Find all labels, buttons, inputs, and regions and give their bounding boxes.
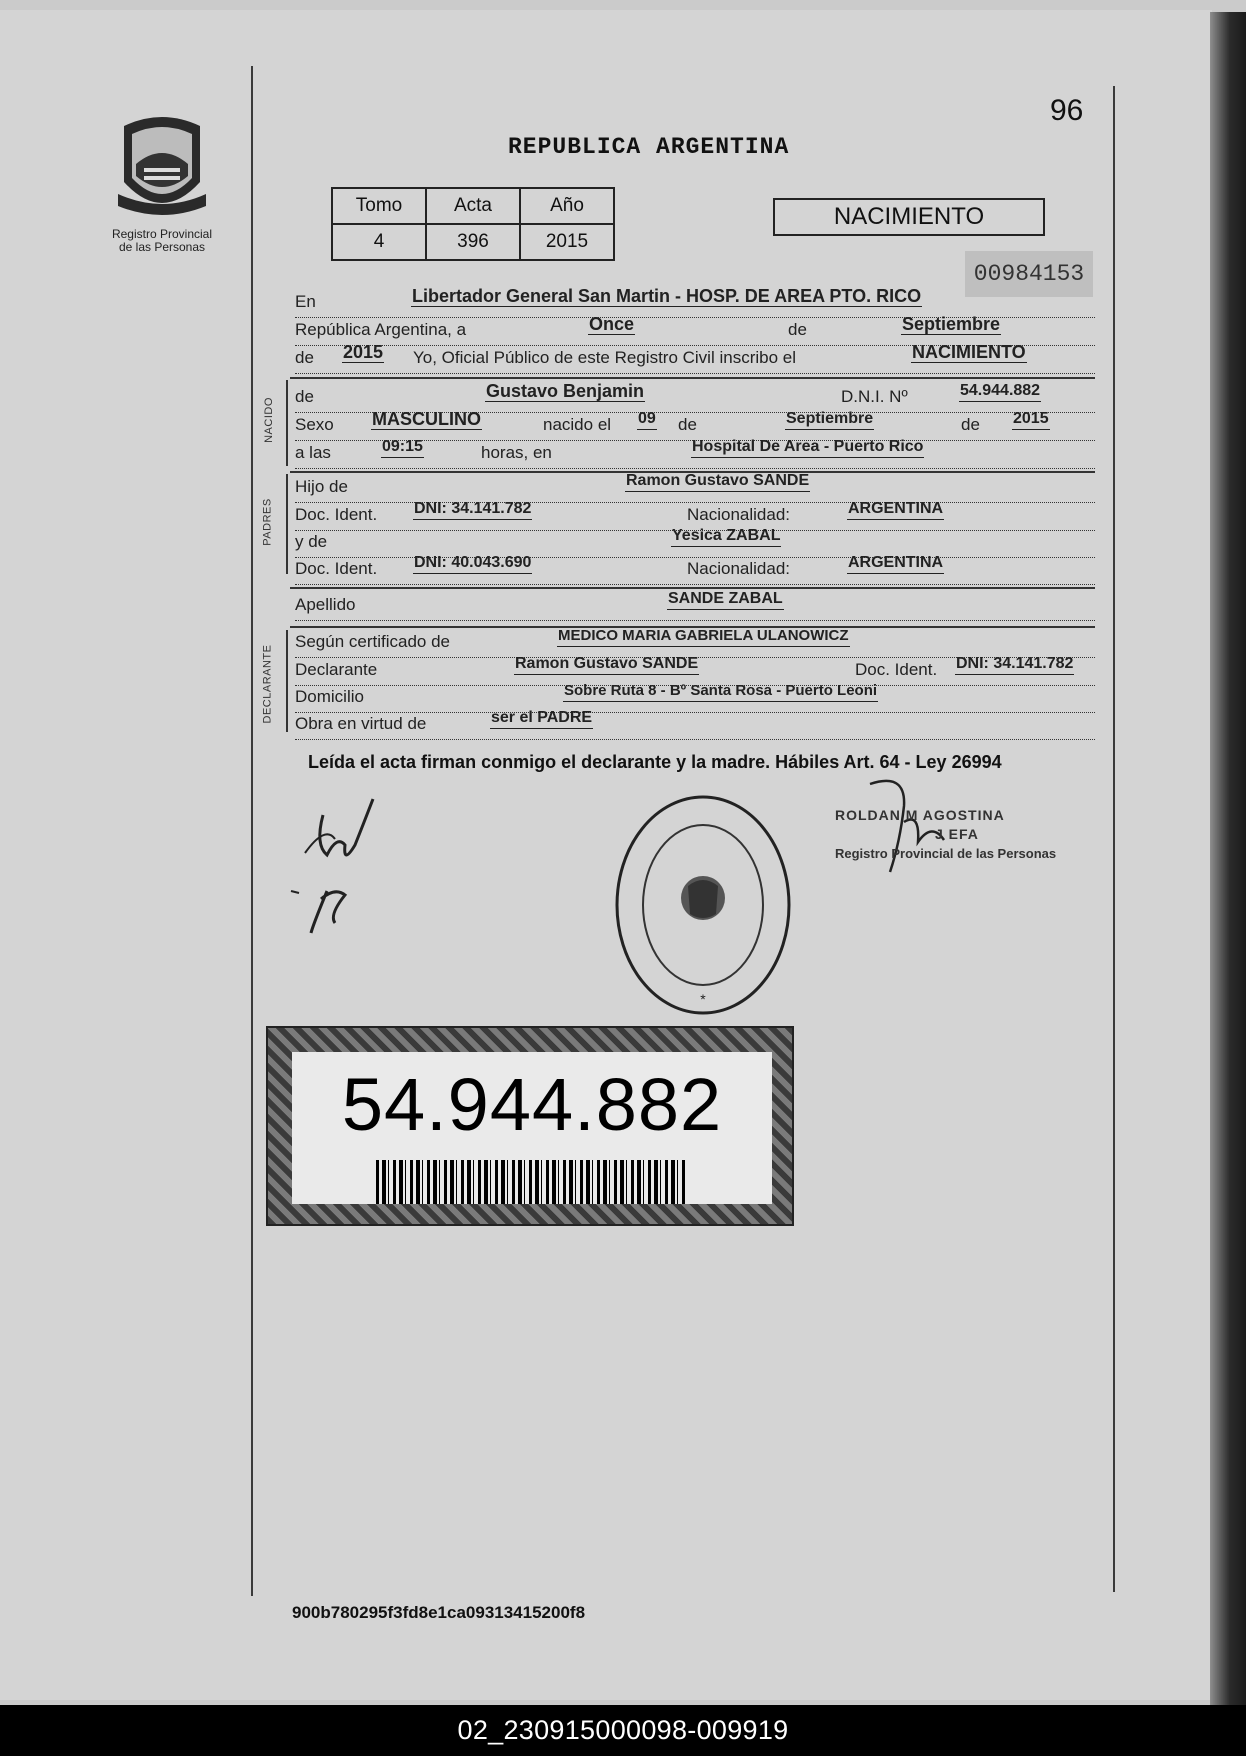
field-row-declarant: Declarante Ramon Gustavo SANDE Doc. Ident. DNI: 34.141.782 bbox=[295, 658, 1095, 686]
capacity-value: ser el PADRE bbox=[490, 708, 593, 729]
field-row-mother: y de Yesica ZABAL bbox=[295, 530, 1095, 558]
register-header-cell: Tomo bbox=[332, 188, 426, 224]
field-row-certificate: Según certificado de MEDICO MARIA GABRIELA ULANOWICZ bbox=[295, 630, 1095, 658]
mother-name-value: Yesica ZABAL bbox=[671, 526, 781, 547]
official-organization: Registro Provincial de las Personas bbox=[835, 846, 1057, 861]
birth-year-value: 2015 bbox=[1012, 409, 1050, 430]
official-role: J EFA bbox=[935, 826, 979, 842]
year-value: 2015 bbox=[343, 342, 384, 362]
child-name-value: Gustavo Benjamin bbox=[486, 381, 645, 401]
field-row-capacity: Obra en virtud de ser el PADRE bbox=[295, 712, 1095, 740]
section-bracket bbox=[286, 380, 288, 466]
field-row-place: En Libertador General San Martin - HOSP. DE AREA PTO. RICO bbox=[295, 290, 1095, 318]
logo-caption: Registro Provincial de las Personas bbox=[111, 227, 213, 254]
section-label-padres: PADRES bbox=[261, 498, 274, 546]
serial-number: 00984153 bbox=[965, 251, 1093, 297]
section-label-declarante: DECLARANTE bbox=[261, 644, 274, 724]
father-doc-value: DNI: 34.141.782 bbox=[413, 499, 532, 520]
field-row-surname: Apellido SANDE ZABAL bbox=[295, 593, 1095, 621]
registry-logo bbox=[108, 112, 216, 254]
field-row-address: Domicilio Sobre Ruta 8 - Bº Santa Rosa - Puerto Leoni bbox=[295, 685, 1095, 713]
father-name-value: Ramon Gustavo SANDE bbox=[625, 471, 810, 492]
register-value-cell: 4 bbox=[332, 224, 426, 260]
birth-month-value: Septiembre bbox=[785, 409, 874, 430]
child-dni-value: 54.944.882 bbox=[959, 381, 1041, 402]
section-bracket bbox=[286, 474, 288, 574]
register-table bbox=[331, 187, 615, 261]
act-type-box: NACIMIENTO bbox=[773, 198, 1045, 236]
address-value: Sobre Ruta 8 - Bº Santa Rosa - Puerto Leoni bbox=[563, 681, 878, 702]
register-header-cell: Acta bbox=[426, 188, 520, 224]
surname-value: SANDE ZABAL bbox=[667, 589, 784, 610]
document-title: REPUBLICA ARGENTINA bbox=[508, 134, 790, 160]
father-nationality-value: ARGENTINA bbox=[847, 499, 944, 520]
month-value: Septiembre bbox=[902, 314, 1001, 334]
inscribe-value: NACIMIENTO bbox=[912, 342, 1026, 362]
field-row-inscription: de 2015 Yo, Oficial Público de este Registro Civil inscribo el NACIMIENTO bbox=[295, 346, 1095, 374]
certificate-value: MEDICO MARIA GABRIELA ULANOWICZ bbox=[557, 626, 850, 647]
declarant-doc-value: DNI: 34.141.782 bbox=[955, 654, 1074, 675]
birth-place-value: Hospital De Area - Puerto Rico bbox=[691, 437, 924, 458]
register-value-cell: 396 bbox=[426, 224, 520, 260]
register-header-cell: Año bbox=[520, 188, 614, 224]
birth-hour-value: 09:15 bbox=[381, 437, 424, 458]
field-row-father: Hijo de Ramon Gustavo SANDE bbox=[295, 475, 1095, 503]
right-margin-rule bbox=[1113, 86, 1115, 1592]
register-header-row bbox=[332, 188, 614, 224]
official-signature-block bbox=[835, 806, 1056, 863]
field-row-date: República Argentina, a Once de Septiembre bbox=[295, 318, 1095, 346]
document-hash: 900b780295f3fd8e1ca09313415200f8 bbox=[292, 1603, 586, 1622]
mother-doc-value: DNI: 40.043.690 bbox=[413, 553, 532, 574]
field-row-time: a las 09:15 horas, en Hospital De Area - Puerto Rico bbox=[295, 441, 1095, 469]
province-seal-icon bbox=[114, 112, 210, 220]
register-value-row bbox=[332, 224, 614, 260]
field-row-name: de Gustavo Benjamin D.N.I. Nº 54.944.882 bbox=[295, 385, 1095, 413]
barcode-icon bbox=[376, 1160, 688, 1204]
declarant-name-value: Ramon Gustavo SANDE bbox=[514, 654, 699, 675]
birth-day-value: 09 bbox=[637, 409, 657, 430]
dni-number: 54.944.882 bbox=[341, 1063, 723, 1146]
field-row-father-doc: Doc. Ident. DNI: 34.141.782 Nacionalidad: ARGENTINA bbox=[295, 503, 1095, 531]
official-stamp bbox=[608, 790, 798, 1020]
file-identifier-bar: 02_230915000098-009919 bbox=[0, 1705, 1246, 1756]
register-value-cell: 2015 bbox=[520, 224, 614, 260]
place-value: Libertador General San Martin - HOSP. DE AREA PTO. RICO bbox=[412, 286, 922, 306]
declarant-signature bbox=[285, 795, 395, 935]
field-row-birth: Sexo MASCULINO nacido el 09 de Septiembre de 2015 bbox=[295, 413, 1095, 441]
section-divider bbox=[290, 377, 1095, 379]
left-margin-rule bbox=[251, 66, 253, 1596]
dni-label-sticker bbox=[266, 1026, 794, 1226]
page-number: 96 bbox=[1050, 94, 1084, 127]
day-value: Once bbox=[589, 314, 635, 334]
svg-text:*: * bbox=[700, 991, 706, 1007]
sex-value: MASCULINO bbox=[372, 409, 481, 429]
book-binding-edge bbox=[1210, 12, 1246, 1705]
mother-nationality-value: ARGENTINA bbox=[847, 553, 944, 574]
section-bracket bbox=[286, 630, 288, 732]
closing-statement: Leída el acta firman conmigo el declarante y la madre. Hábiles Art. 64 - Ley 26994 bbox=[308, 752, 1002, 772]
official-name: ROLDAN M AGOSTINA bbox=[835, 807, 1005, 823]
field-row-mother-doc: Doc. Ident. DNI: 40.043.690 Nacionalidad: ARGENTINA bbox=[295, 557, 1095, 585]
section-label-nacido: NACIDO bbox=[262, 397, 275, 443]
